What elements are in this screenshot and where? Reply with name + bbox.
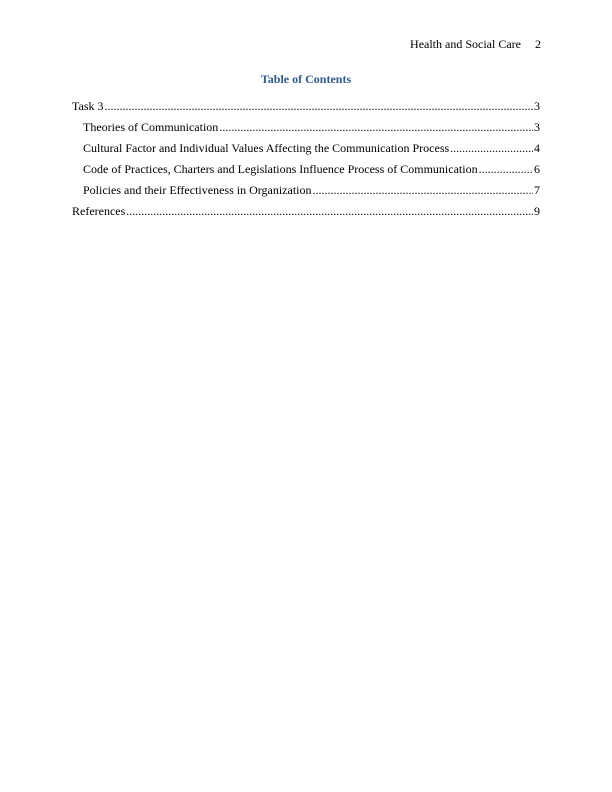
toc-entry-page: 4 xyxy=(534,141,540,155)
toc-entry-task-3[interactable] xyxy=(72,99,540,120)
toc-entry-page: 6 xyxy=(534,162,540,176)
toc-entry-page: 7 xyxy=(534,183,540,197)
running-title: Health and Social Care xyxy=(410,37,521,51)
toc-dot-leader xyxy=(219,120,533,134)
toc-entry-page: 3 xyxy=(534,99,540,113)
toc-dot-leader xyxy=(313,183,534,197)
toc-entry-page: 9 xyxy=(534,204,540,218)
toc-list xyxy=(72,99,540,225)
toc-title: Table of Contents xyxy=(260,72,352,86)
toc-entry-text: Policies and their Effectiveness in Organization xyxy=(83,183,312,197)
toc-entry-text: Cultural Factor and Individual Values Affecting the Communication Process xyxy=(83,141,450,155)
toc-entry-text: References xyxy=(72,204,126,218)
toc-entry-page: 3 xyxy=(534,120,540,134)
header-page-number: 2 xyxy=(535,37,541,51)
toc-entry-text: Theories of Communication xyxy=(83,120,219,134)
toc-dot-leader xyxy=(126,204,533,218)
toc-entry-text: Task 3 xyxy=(72,99,104,113)
toc-entry-theories-of-communication[interactable] xyxy=(72,120,540,141)
toc-dot-leader xyxy=(450,141,533,155)
toc-entry-policies[interactable] xyxy=(72,183,540,204)
toc-dot-leader xyxy=(105,99,534,113)
running-header xyxy=(410,37,541,51)
toc-entry-code-of-practices[interactable] xyxy=(72,162,540,183)
toc-entry-text: Code of Practices, Charters and Legislations Influence Process of Communication xyxy=(83,162,478,176)
toc-entry-references[interactable] xyxy=(72,204,540,225)
toc-entry-cultural-factor[interactable] xyxy=(72,141,540,162)
toc-dot-leader xyxy=(479,162,533,176)
